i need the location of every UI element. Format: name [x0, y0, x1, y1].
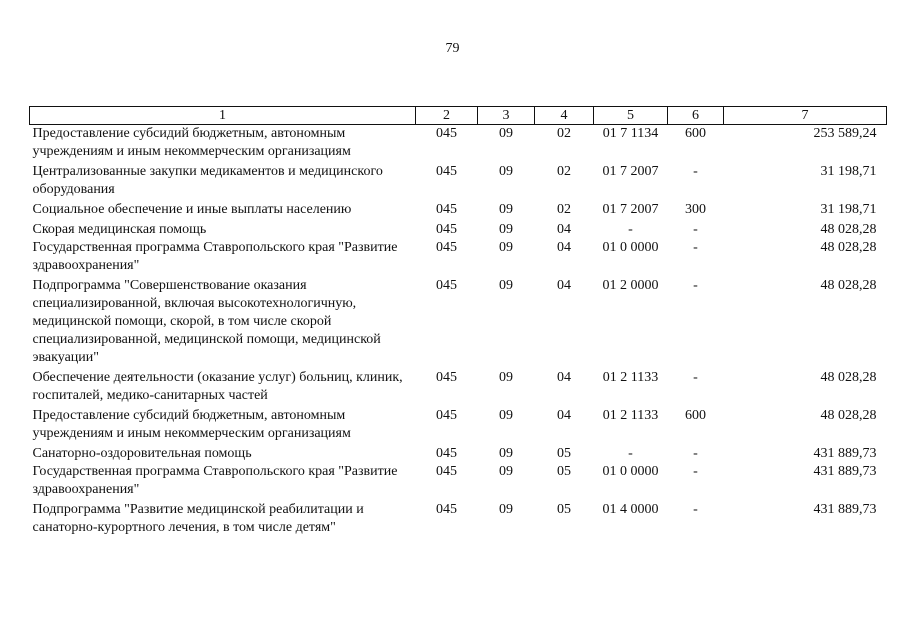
row-amount: 48 028,28 — [820, 222, 877, 237]
row-ministry-code: 045 — [436, 126, 457, 141]
table-row — [30, 277, 887, 369]
row-expense-type: - — [693, 446, 698, 461]
table-row — [30, 369, 887, 407]
row-expense-type: - — [693, 164, 698, 179]
row-name: Подпрограмма "Развитие медицинской реабилитации и санаторно-курортного лечения, в том числе детям" — [32, 502, 364, 535]
row-ministry-code: 045 — [436, 278, 457, 293]
header-col-3: 3 — [478, 107, 535, 125]
row-subsection-code: 04 — [557, 370, 571, 385]
table-row — [30, 407, 887, 445]
row-target-article: - — [628, 446, 633, 461]
table-row — [30, 501, 887, 539]
row-amount: 431 889,73 — [813, 464, 877, 479]
row-target-article: 01 2 0000 — [602, 278, 659, 293]
page-number: 79 — [445, 41, 460, 56]
row-name: Централизованные закупки медикаментов и медицинского оборудования — [32, 164, 383, 197]
header-col-1: 1 — [30, 107, 416, 125]
row-target-article: 01 7 2007 — [602, 164, 659, 179]
row-name: Социальное обеспечение и иные выплаты населению — [32, 202, 352, 217]
row-amount: 431 889,73 — [813, 446, 877, 461]
row-subsection-code: 02 — [557, 126, 571, 141]
row-expense-type: - — [693, 464, 698, 479]
header-col-4: 4 — [535, 107, 594, 125]
row-section-code: 09 — [499, 222, 513, 237]
table-row — [30, 163, 887, 201]
row-target-article: 01 7 2007 — [602, 202, 659, 217]
row-target-article: 01 0 0000 — [602, 240, 659, 255]
row-section-code: 09 — [499, 502, 513, 517]
row-ministry-code: 045 — [436, 240, 457, 255]
row-target-article: 01 0 0000 — [602, 464, 659, 479]
row-section-code: 09 — [499, 464, 513, 479]
table-row — [30, 239, 887, 277]
row-expense-type: - — [693, 278, 698, 293]
header-col-7: 7 — [724, 107, 887, 125]
row-amount: 48 028,28 — [820, 408, 877, 423]
row-ministry-code: 045 — [436, 502, 457, 517]
row-name: Предоставление субсидий бюджетным, автономным учреждениям и иным некоммерческим организациям — [32, 126, 351, 159]
row-ministry-code: 045 — [436, 446, 457, 461]
row-name: Подпрограмма "Совершенствование оказания специализированной, включая высокотехнологичную, медицинской помощи, скорой, в том числе скорой специализированной, медицинской помощи, медицинской эвакуации" — [32, 278, 381, 365]
row-amount: 31 198,71 — [820, 164, 877, 179]
row-subsection-code: 02 — [557, 164, 571, 179]
header-col-6: 6 — [668, 107, 724, 125]
row-subsection-code: 04 — [557, 408, 571, 423]
header-col-2: 2 — [416, 107, 478, 125]
row-target-article: 01 2 1133 — [602, 408, 659, 423]
row-amount: 48 028,28 — [820, 240, 877, 255]
row-subsection-code: 04 — [557, 278, 571, 293]
row-section-code: 09 — [499, 126, 513, 141]
row-ministry-code: 045 — [436, 408, 457, 423]
row-amount: 431 889,73 — [813, 502, 877, 517]
row-name: Предоставление субсидий бюджетным, автономным учреждениям и иным некоммерческим организациям — [32, 408, 351, 441]
row-subsection-code: 04 — [557, 240, 571, 255]
row-section-code: 09 — [499, 278, 513, 293]
row-expense-type: 300 — [685, 202, 706, 217]
table-row — [30, 125, 887, 164]
row-target-article: 01 7 1134 — [602, 126, 659, 141]
row-ministry-code: 045 — [436, 464, 457, 479]
row-section-code: 09 — [499, 446, 513, 461]
row-target-article: 01 4 0000 — [602, 502, 659, 517]
row-name: Государственная программа Ставропольского края "Развитие здравоохранения" — [32, 464, 398, 497]
table-header-row — [30, 107, 887, 125]
row-amount: 48 028,28 — [820, 370, 877, 385]
table-row — [30, 201, 887, 221]
row-section-code: 09 — [499, 164, 513, 179]
row-section-code: 09 — [499, 240, 513, 255]
row-ministry-code: 045 — [436, 164, 457, 179]
budget-table — [29, 106, 887, 539]
row-target-article: 01 2 1133 — [602, 370, 659, 385]
row-subsection-code: 05 — [557, 446, 571, 461]
table-row — [30, 463, 887, 501]
row-section-code: 09 — [499, 202, 513, 217]
row-subsection-code: 05 — [557, 464, 571, 479]
row-expense-type: 600 — [685, 408, 706, 423]
row-name: Обеспечение деятельности (оказание услуг) больниц, клиник, госпиталей, медико-санитарных частей — [32, 370, 403, 403]
row-subsection-code: 05 — [557, 502, 571, 517]
header-col-5: 5 — [594, 107, 668, 125]
row-ministry-code: 045 — [436, 222, 457, 237]
row-ministry-code: 045 — [436, 370, 457, 385]
row-amount: 31 198,71 — [820, 202, 877, 217]
row-amount: 253 589,24 — [813, 126, 877, 141]
row-name: Санаторно-оздоровительная помощь — [32, 446, 252, 461]
row-subsection-code: 04 — [557, 222, 571, 237]
row-expense-type: - — [693, 502, 698, 517]
row-expense-type: - — [693, 222, 698, 237]
row-expense-type: 600 — [685, 126, 706, 141]
row-target-article: - — [628, 222, 633, 237]
row-name: Государственная программа Ставропольского края "Развитие здравоохранения" — [32, 240, 398, 273]
row-subsection-code: 02 — [557, 202, 571, 217]
row-ministry-code: 045 — [436, 202, 457, 217]
row-section-code: 09 — [499, 408, 513, 423]
row-section-code: 09 — [499, 370, 513, 385]
budget-table-container — [29, 106, 886, 539]
row-expense-type: - — [693, 240, 698, 255]
row-name: Скорая медицинская помощь — [32, 222, 207, 237]
table-row — [30, 445, 887, 463]
row-amount: 48 028,28 — [820, 278, 877, 293]
row-expense-type: - — [693, 370, 698, 385]
table-row — [30, 221, 887, 239]
